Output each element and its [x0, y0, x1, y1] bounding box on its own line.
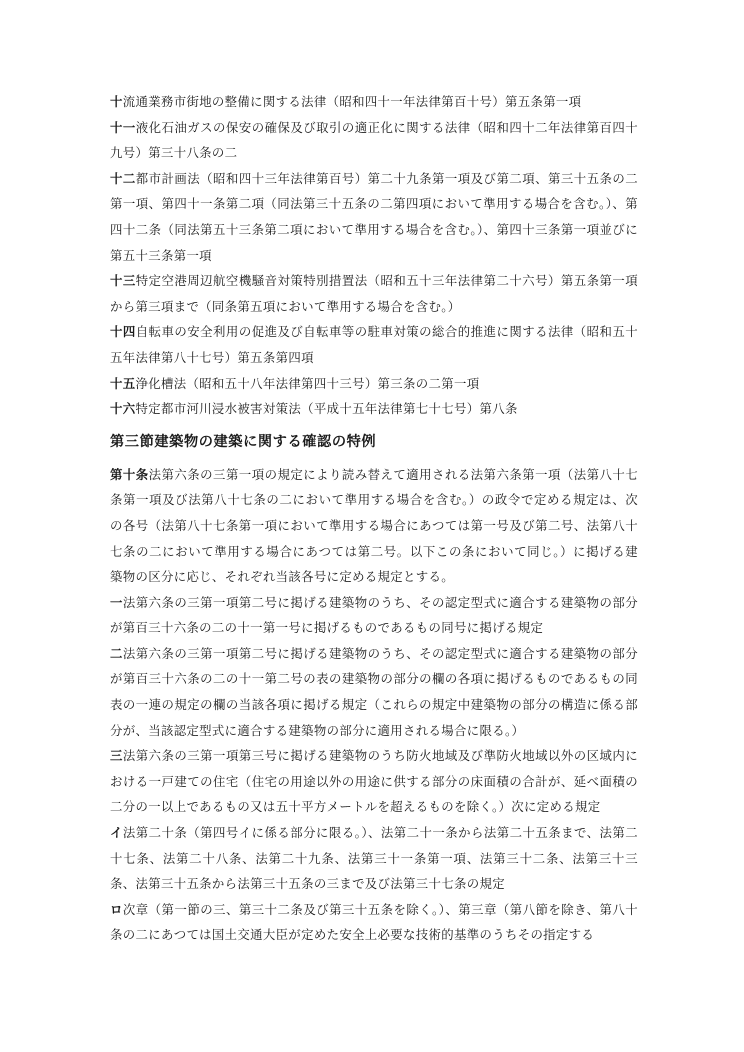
item-text: 次章（第一節の三、第三十二条及び第三十五条を除く。）、第三章（第八節を除き、第八十条の二にあつては国土交通大臣が定めた安全上必要な技術的基準のうちその指定する	[110, 901, 638, 943]
list-item	[110, 115, 638, 166]
item-text: 法第二十条（第四号イに係る部分に限る。）、法第二十一条から法第二十五条まで、法第二十七条、法第二十八条、法第二十九条、法第三十一条第一項、法第三十二条、法第三十三条、法第三十五条から法第三十五条の三まで及び法第三十七条の規定	[110, 825, 639, 892]
list-item	[110, 371, 638, 397]
item-list-bottom	[110, 590, 638, 948]
article-text: 法第六条の三第一項の規定により読み替えて適用される法第六条第一項（法第八十七条第一項及び法第八十七条の二において準用する場合を含む。）の政令で定める規定は、次の各号（法第八十七条第一項において準用する場合にあつては第一号及び第二号、法第八十七条の二において準用する場合にあつては第二号。以下この条において同じ。）に掲げる建築物の区分に応じ、それぞれ当該各号に定める規定とする。	[110, 466, 638, 585]
item-number: 一	[110, 594, 123, 610]
item-number: 十五	[110, 375, 136, 391]
item-number: イ	[110, 825, 123, 841]
article-number: 第十条	[110, 466, 149, 482]
article-10	[110, 462, 638, 590]
item-number: ロ	[110, 901, 123, 917]
item-text: 浄化槽法（昭和五十八年法律第四十三号）第三条の二第一項	[135, 375, 480, 391]
list-item	[110, 396, 638, 422]
list-item	[110, 590, 638, 641]
item-number: 三	[110, 748, 123, 764]
item-number: 十六	[110, 401, 136, 417]
item-text: 特定都市河川浸水被害対策法（平成十五年法律第七十七号）第八条	[135, 401, 518, 417]
item-number: 十二	[110, 170, 136, 186]
item-text: 都市計画法（昭和四十三年法律第百号）第二十九条第一項及び第二項、第三十五条の二第一項、第四十一条第二項（同法第三十五条の二第四項において準用する場合を含む。）、第四十二条（同法第五十三条第二項において準用する場合を含む。）、第四十三条第一項並びに第五十三条第一項	[110, 170, 638, 263]
list-item	[110, 820, 638, 897]
list-item	[110, 319, 638, 370]
item-number: 十一	[110, 119, 136, 135]
item-number: 十三	[110, 273, 136, 289]
item-list-top	[110, 89, 638, 422]
item-text: 流通業務市街地の整備に関する法律（昭和四十一年法律第百十号）第五条第一項	[122, 94, 582, 109]
item-text: 法第六条の三第一項第二号に掲げる建築物のうち、その認定型式に適合する建築物の部分が第百三十六条の二の十一第一号に掲げるものであるもの同号に掲げる規定	[110, 594, 638, 636]
item-text: 特定空港周辺航空機騒音対策特別措置法（昭和五十三年法律第二十六号）第五条第一項から第三項まで（同条第五項において準用する場合を含む。）	[110, 273, 638, 314]
item-number: 十四	[110, 324, 136, 340]
list-item	[110, 897, 638, 948]
item-text: 自転車の安全利用の促進及び自転車等の駐車対策の総合的推進に関する法律（昭和五十五年法律第八十七号）第五条第四項	[110, 324, 638, 365]
item-number: 十	[110, 94, 123, 109]
list-item	[110, 641, 638, 743]
list-item	[110, 743, 638, 820]
item-text: 液化石油ガスの保安の確保及び取引の適正化に関する法律（昭和四十二年法律第百四十九号）第三十八条の二	[110, 119, 638, 161]
list-item	[110, 166, 638, 268]
section-title: 第三節建築物の建築に関する確認の特例	[110, 433, 377, 450]
item-text: 法第六条の三第一項第三号に掲げる建築物のうち防火地域及び準防火地域以外の区域内における一戸建ての住宅（住宅の用途以外の用途に供する部分の床面積の合計が、延べ面積の二分の一以上であるもの又は五十平方メートルを超えるものを除く。）次に定める規定	[110, 748, 638, 815]
item-number: 二	[110, 645, 123, 661]
document-page	[110, 89, 638, 948]
list-item	[110, 268, 638, 319]
list-item	[110, 89, 638, 115]
item-text: 法第六条の三第一項第二号に掲げる建築物のうち、その認定型式に適合する建築物の部分が第百三十六条の二の十一第二号の表の建築物の部分の欄の各項に掲げるものであるもの同表の一連の規定の欄の当該各項に掲げる規定（これらの規定中建築物の部分の構造に係る部分が、当該認定型式に適合する建築物の部分に適用される場合に限る。）	[110, 645, 638, 738]
